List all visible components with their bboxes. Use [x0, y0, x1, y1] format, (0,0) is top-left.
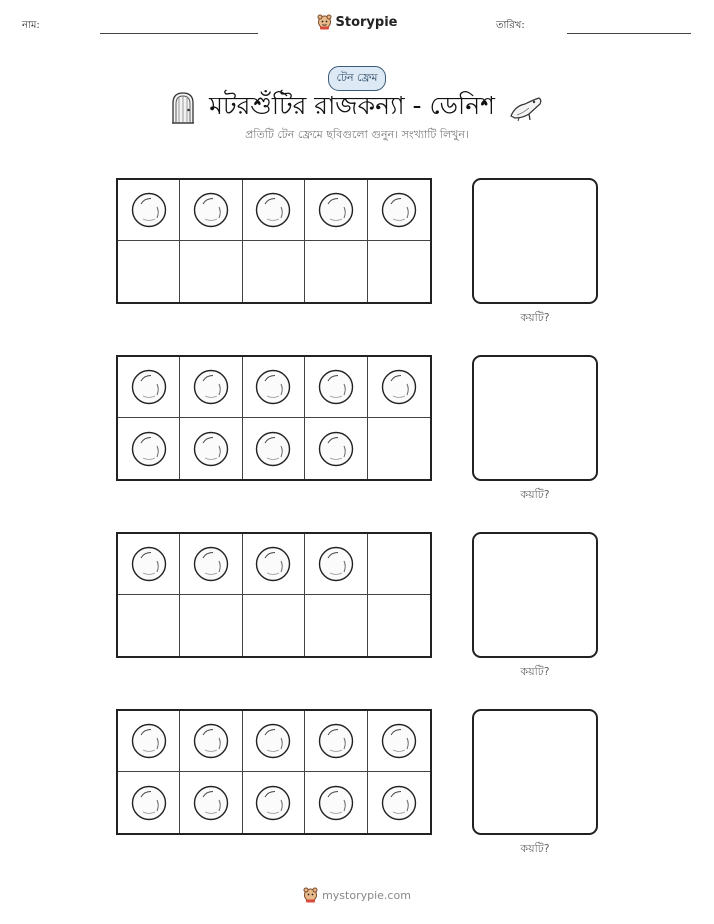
frame-cell [243, 711, 305, 772]
frame-cell [243, 241, 305, 302]
frame-cell [305, 711, 367, 772]
pea-icon [254, 722, 292, 760]
pea-icon [130, 722, 168, 760]
answer-box[interactable] [472, 709, 598, 835]
frame-cell [368, 595, 430, 656]
storypie-logo-icon [303, 887, 318, 903]
footer [0, 887, 714, 907]
pea-icon [317, 430, 355, 468]
brand [0, 14, 714, 34]
pea-icon [317, 545, 355, 583]
pea-icon [192, 430, 230, 468]
answer-prompt: কয়টি? [520, 311, 550, 324]
footer-website: mystorypie.com [322, 888, 411, 902]
frame-cell [243, 418, 305, 479]
frame-cell [118, 241, 180, 302]
pea-icon [380, 784, 418, 822]
answer-box[interactable] [472, 178, 598, 304]
title-row [0, 86, 714, 129]
name-label: নাম: [22, 20, 40, 31]
ten-frame [116, 355, 432, 481]
frame-cell [118, 772, 180, 833]
frame-cell [118, 180, 180, 241]
answer-prompt: কয়টি? [520, 488, 550, 501]
pea-icon [254, 191, 292, 229]
answer-box[interactable] [472, 355, 598, 481]
pea-icon [317, 191, 355, 229]
door-icon [171, 92, 195, 124]
pea-icon [130, 430, 168, 468]
answer-prompt: কয়টি? [520, 842, 550, 855]
frame-cell [180, 357, 242, 418]
pea-icon [192, 368, 230, 406]
pea-icon [254, 545, 292, 583]
frame-cell [243, 595, 305, 656]
frame-cell [180, 418, 242, 479]
frame-cell [368, 241, 430, 302]
pea-icon [192, 191, 230, 229]
frame-cell [243, 180, 305, 241]
pea-icon [130, 784, 168, 822]
frame-cell [305, 595, 367, 656]
date-line [567, 33, 691, 34]
frame-cell [243, 357, 305, 418]
worksheet-title: মটরশুঁটির রাজকন্যা - ডেনিশ [209, 91, 495, 120]
pea-icon [254, 430, 292, 468]
pea-icon [254, 368, 292, 406]
frame-cell [118, 711, 180, 772]
pea-icon [130, 368, 168, 406]
frame-cell [118, 534, 180, 595]
frame-cell [243, 772, 305, 833]
pea-icon [317, 784, 355, 822]
pea-icon [380, 368, 418, 406]
answer-box[interactable] [472, 532, 598, 658]
ten-frame [116, 178, 432, 304]
storypie-logo-icon [317, 14, 332, 30]
frame-cell [305, 772, 367, 833]
frame-cell [180, 595, 242, 656]
pea-icon [380, 191, 418, 229]
frame-cell [368, 772, 430, 833]
shoe-icon [509, 94, 543, 122]
brand-name: Storypie [335, 14, 398, 30]
frame-cell [118, 357, 180, 418]
frame-cell [180, 534, 242, 595]
frame-cell [305, 241, 367, 302]
frame-cell [305, 418, 367, 479]
pea-icon [192, 722, 230, 760]
pea-icon [317, 368, 355, 406]
frame-cell [368, 711, 430, 772]
frame-cell [368, 357, 430, 418]
answer-prompt: কয়টি? [520, 665, 550, 678]
frame-cell [305, 534, 367, 595]
frame-cell [305, 357, 367, 418]
pea-icon [380, 722, 418, 760]
worksheet-tag: টেন ফ্রেম [328, 66, 385, 91]
date-label: তারিখ: [496, 20, 525, 31]
frame-cell [180, 180, 242, 241]
pea-icon [317, 722, 355, 760]
frame-cell [368, 180, 430, 241]
frame-cell [305, 180, 367, 241]
frame-cell [118, 418, 180, 479]
pea-icon [192, 545, 230, 583]
instruction-text: প্রতিটি টেন ফ্রেমে ছবিগুলো গুনুন। সংখ্যাটি লিখুন। [245, 128, 469, 141]
frame-cell [368, 534, 430, 595]
pea-icon [130, 545, 168, 583]
frame-cell [118, 595, 180, 656]
frame-cell [180, 711, 242, 772]
ten-frame [116, 709, 432, 835]
ten-frame [116, 532, 432, 658]
pea-icon [192, 784, 230, 822]
pea-icon [254, 784, 292, 822]
frame-cell [368, 418, 430, 479]
frame-cell [243, 534, 305, 595]
frame-cell [180, 241, 242, 302]
pea-icon [130, 191, 168, 229]
frame-cell [180, 772, 242, 833]
